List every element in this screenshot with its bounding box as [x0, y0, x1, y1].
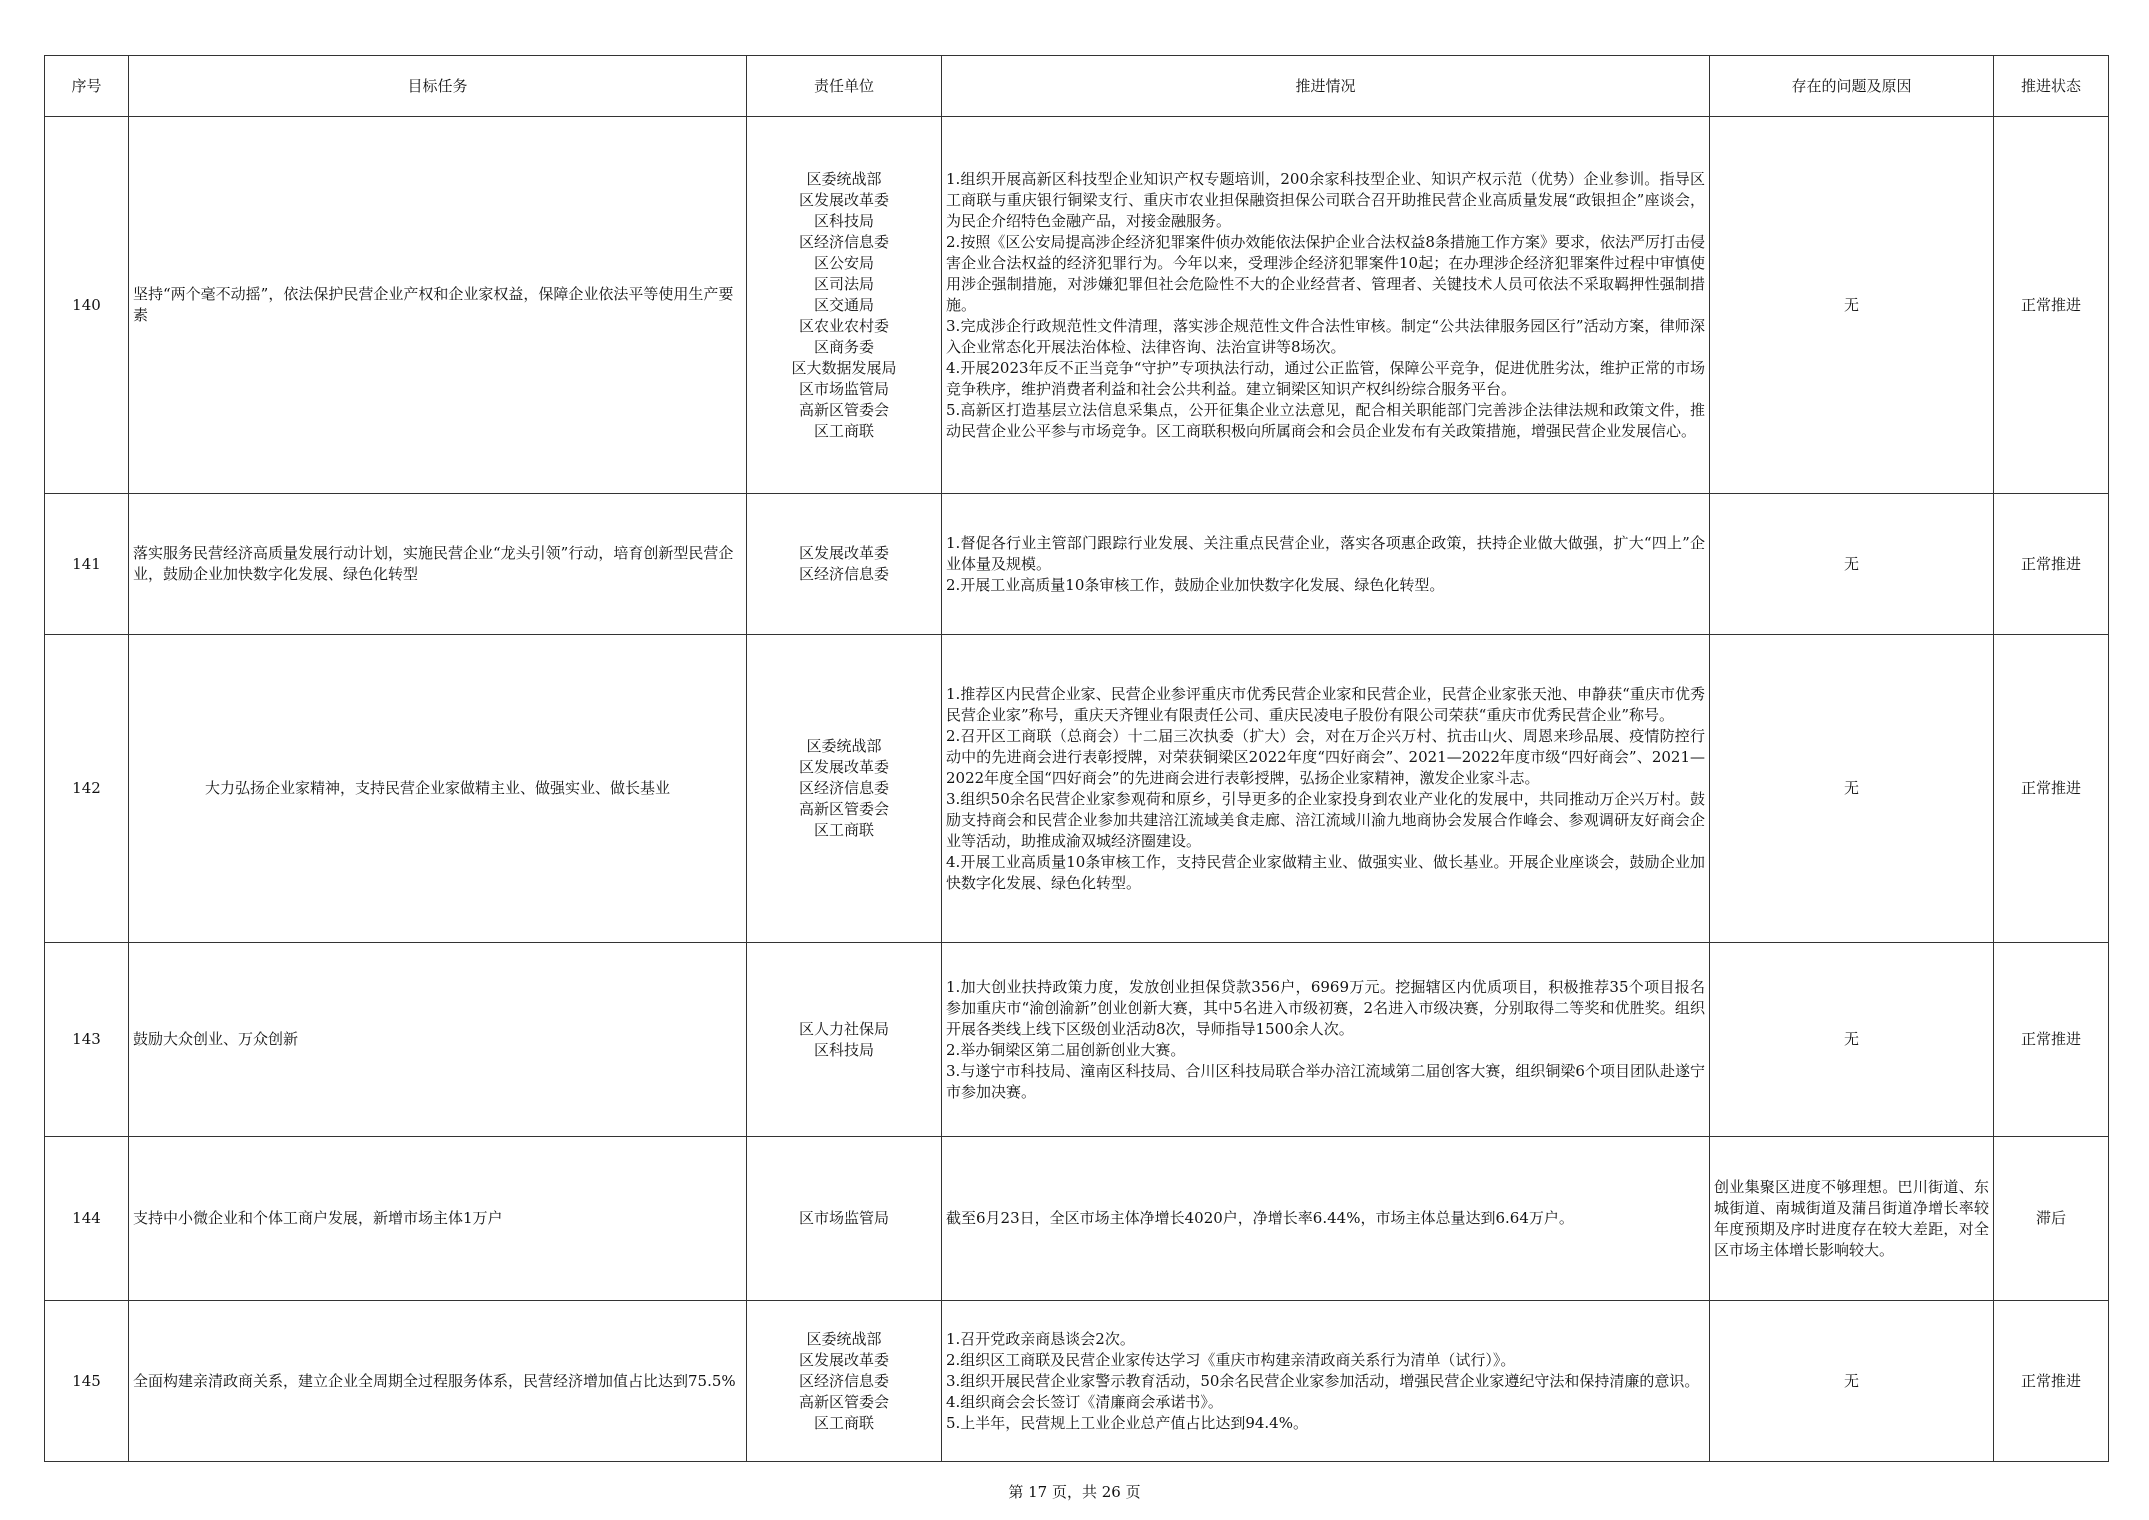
progress-item: 3.组织50余名民营企业家参观荷和原乡，引导更多的企业家投身到农业产业化的发展中，共同推动万企兴万村。鼓励支持商会和民营企业参加共建涪江流域美食走廊、涪江流域川渝九地商协会发展合作峰会、参观调研友好商会企业等活动，助推成渝双城经济圈建设。	[946, 789, 1705, 850]
unit-item: 区工商联	[813, 821, 874, 839]
unit-item: 区交通局	[813, 295, 874, 314]
progress-item: 1.加大创业扶持政策力度，发放创业担保贷款356户，6969万元。挖掘辖区内优质项目，积极推荐35个项目报名参加重庆市“渝创渝新”创业创新大赛，其中5名进入市级初赛，2名进入市级决赛，分别取得二等奖和优胜奖。组织开展各类线上线下区级创业活动8次，导师指导1500余人次。	[946, 977, 1705, 1038]
progress-item: 5.高新区打造基层立法信息采集点，公开征集企业立法意见，配合相关职能部门完善涉企法律法规和政策文件，推动民营企业公平参与市场竞争。区工商联积极向所属商会和会员企业发布有关政策措施，增强民营企业发展信心。	[946, 400, 1705, 440]
progress-item: 4.组织商会会长签订《清廉商会承诺书》。	[946, 1392, 1223, 1411]
page-footer: 第 17 页，共 26 页	[1008, 1483, 1141, 1501]
header-unit: 责任单位	[747, 56, 942, 117]
unit-item: 区经济信息委	[798, 779, 889, 797]
row-progress	[942, 1137, 1710, 1301]
row-status: 正常推进	[1994, 494, 2109, 635]
unit-item: 区发展改革委	[798, 544, 889, 562]
task-table	[44, 55, 2109, 1462]
progress-item: 4.开展2023年反不正当竞争“守护”专项执法行动，通过公正监管，保障公平竞争，促进优胜劣汰，维护正常的市场竞争秩序，维护消费者利益和社会公共利益。建立铜梁区知识产权纠纷综合服务平台。	[946, 358, 1705, 398]
unit-item: 区工商联	[813, 1413, 874, 1432]
header-status: 推进状态	[1994, 56, 2109, 117]
progress-item: 2.开展工业高质量10条审核工作，鼓励企业加快数字化发展、绿色化转型。	[946, 575, 1445, 594]
row-issues: 无	[1710, 635, 1994, 943]
unit-item: 区经济信息委	[798, 1371, 889, 1390]
header-target: 目标任务	[129, 56, 747, 117]
table-header-row	[45, 56, 2109, 117]
unit-item: 区委统战部	[806, 1329, 882, 1348]
row-target: 落实服务民营经济高质量发展行动计划，实施民营企业“龙头引领”行动，培育创新型民营企业，鼓励企业加快数字化发展、绿色化转型	[129, 494, 747, 635]
row-number: 141	[45, 494, 129, 635]
unit-item: 区公安局	[813, 253, 874, 272]
unit-item: 区发展改革委	[798, 1350, 889, 1369]
progress-item: 2.组织区工商联及民营企业家传达学习《重庆市构建亲清政商关系行为清单（试行）》。	[946, 1350, 1516, 1369]
unit-item: 区商务委	[813, 337, 874, 356]
row-number: 142	[45, 635, 129, 943]
row-progress	[942, 943, 1710, 1137]
unit-item: 区发展改革委	[798, 190, 889, 209]
table-row	[45, 494, 2109, 635]
header-progress: 推进情况	[942, 56, 1710, 117]
progress-item: 1.召开党政亲商恳谈会2次。	[946, 1329, 1135, 1348]
row-status: 正常推进	[1994, 1301, 2109, 1462]
unit-item: 区人力社保局	[798, 1019, 889, 1038]
unit-item: 区大数据发展局	[791, 358, 897, 377]
row-number: 140	[45, 117, 129, 494]
header-issues: 存在的问题及原因	[1710, 56, 1994, 117]
row-progress	[942, 494, 1710, 635]
unit-item: 高新区管委会	[798, 400, 889, 419]
row-number: 144	[45, 1137, 129, 1301]
progress-item: 3.组织开展民营企业家警示教育活动，50余名民营企业家参加活动，增强民营企业家遵纪守法和保持清廉的意识。	[946, 1371, 1700, 1390]
unit-item: 区委统战部	[806, 169, 882, 188]
row-units	[747, 1301, 942, 1462]
row-status: 正常推进	[1994, 117, 2109, 494]
row-number: 143	[45, 943, 129, 1137]
table-row	[45, 1301, 2109, 1462]
row-issues: 无	[1710, 943, 1994, 1137]
row-target: 大力弘扬企业家精神，支持民营企业家做精主业、做强实业、做长基业	[129, 635, 747, 943]
progress-item: 截至6月23日，全区市场主体净增长4020户，净增长率6.44%，市场主体总量达到6.64万户。	[946, 1209, 1574, 1227]
unit-item: 区农业农村委	[798, 316, 889, 335]
row-issues: 无	[1710, 117, 1994, 494]
table-row	[45, 943, 2109, 1137]
unit-item: 区经济信息委	[798, 232, 889, 251]
row-issues: 无	[1710, 1301, 1994, 1462]
row-status: 滞后	[1994, 1137, 2109, 1301]
unit-item: 区工商联	[813, 421, 874, 440]
unit-item: 区司法局	[813, 274, 874, 293]
row-target: 鼓励大众创业、万众创新	[129, 943, 747, 1137]
unit-item: 区发展改革委	[798, 758, 889, 776]
unit-item: 区科技局	[813, 211, 874, 230]
row-progress	[942, 635, 1710, 943]
table-row	[45, 635, 2109, 943]
row-target: 支持中小微企业和个体工商户发展，新增市场主体1万户	[129, 1137, 747, 1301]
progress-item: 1.推荐区内民营企业家、民营企业参评重庆市优秀民营企业家和民营企业，民营企业家张天池、申静获“重庆市优秀民营企业家”称号，重庆天齐锂业有限责任公司、重庆民凌电子股份有限公司荣获“重庆市优秀民营企业”称号。	[946, 684, 1705, 724]
row-units	[747, 1137, 942, 1301]
progress-item: 2.按照《区公安局提高涉企经济犯罪案件侦办效能依法保护企业合法权益8条措施工作方案》要求，依法严厉打击侵害企业合法权益的经济犯罪行为。今年以来，受理涉企经济犯罪案件10起；在办理涉企经济犯罪案件过程中审慎使用涉企强制措施，对涉嫌犯罪但社会危险性不大的企业经营者、管理者、关键技术人员可依法不采取羁押性强制措施。	[946, 232, 1705, 314]
progress-item: 1.组织开展高新区科技型企业知识产权专题培训，200余家科技型企业、知识产权示范（优势）企业参训。指导区工商联与重庆银行铜梁支行、重庆市农业担保融资担保公司联合召开助推民营企业高质量发展“政银担企”座谈会，为民企介绍特色金融产品，对接金融服务。	[946, 169, 1705, 230]
progress-item: 2.召开区工商联（总商会）十二届三次执委（扩大）会，对在万企兴万村、抗击山火、周恩来珍品展、疫情防控行动中的先进商会进行表彰授牌，对荣获铜梁区2022年度“四好商会”、2021—2022年度市级“四好商会”、2021—2022年度全国“四好商会”的先进商会进行表彰授牌，弘扬企业家精神，激发企业家斗志。	[946, 726, 1705, 787]
row-issues: 无	[1710, 494, 1994, 635]
progress-item: 3.完成涉企行政规范性文件清理，落实涉企规范性文件合法性审核。制定“公共法律服务园区行”活动方案，律师深入企业常态化开展法治体检、法律咨询、法治宣讲等8场次。	[946, 316, 1705, 356]
table-row	[45, 117, 2109, 494]
row-units	[747, 635, 942, 943]
row-units	[747, 943, 942, 1137]
row-progress	[942, 117, 1710, 494]
progress-item: 4.开展工业高质量10条审核工作，支持民营企业家做精主业、做强实业、做长基业。开展企业座谈会，鼓励企业加快数字化发展、绿色化转型。	[946, 852, 1705, 892]
progress-item: 1.督促各行业主管部门跟踪行业发展、关注重点民营企业，落实各项惠企政策，扶持企业做大做强，扩大“四上”企业体量及规模。	[946, 533, 1705, 573]
progress-item: 5.上半年，民营规上工业企业总产值占比达到94.4%。	[946, 1413, 1308, 1432]
unit-item: 区科技局	[813, 1040, 874, 1059]
row-issues: 创业集聚区进度不够理想。巴川街道、东城街道、南城街道及蒲吕街道净增长率较年度预期及序时进度存在较大差距，对全区市场主体增长影响较大。	[1710, 1137, 1994, 1301]
unit-item: 区委统战部	[806, 737, 882, 755]
unit-item: 高新区管委会	[798, 800, 889, 818]
header-no: 序号	[45, 56, 129, 117]
row-units	[747, 494, 942, 635]
unit-item: 区经济信息委	[798, 565, 889, 583]
row-target: 全面构建亲清政商关系，建立企业全周期全过程服务体系，民营经济增加值占比达到75.5%	[129, 1301, 747, 1462]
table-row	[45, 1137, 2109, 1301]
row-status: 正常推进	[1994, 635, 2109, 943]
progress-item: 2.举办铜梁区第二届创新创业大赛。	[946, 1040, 1186, 1059]
row-units	[747, 117, 942, 494]
row-target: 坚持“两个毫不动摇”，依法保护民营企业产权和企业家权益，保障企业依法平等使用生产要素	[129, 117, 747, 494]
row-number: 145	[45, 1301, 129, 1462]
row-progress	[942, 1301, 1710, 1462]
unit-item: 高新区管委会	[798, 1392, 889, 1411]
row-status: 正常推进	[1994, 943, 2109, 1137]
unit-item: 区市场监管局	[798, 1209, 889, 1227]
unit-item: 区市场监管局	[798, 379, 889, 398]
progress-item: 3.与遂宁市科技局、潼南区科技局、合川区科技局联合举办涪江流域第二届创客大赛，组织铜梁6个项目团队赴遂宁市参加决赛。	[946, 1061, 1705, 1101]
